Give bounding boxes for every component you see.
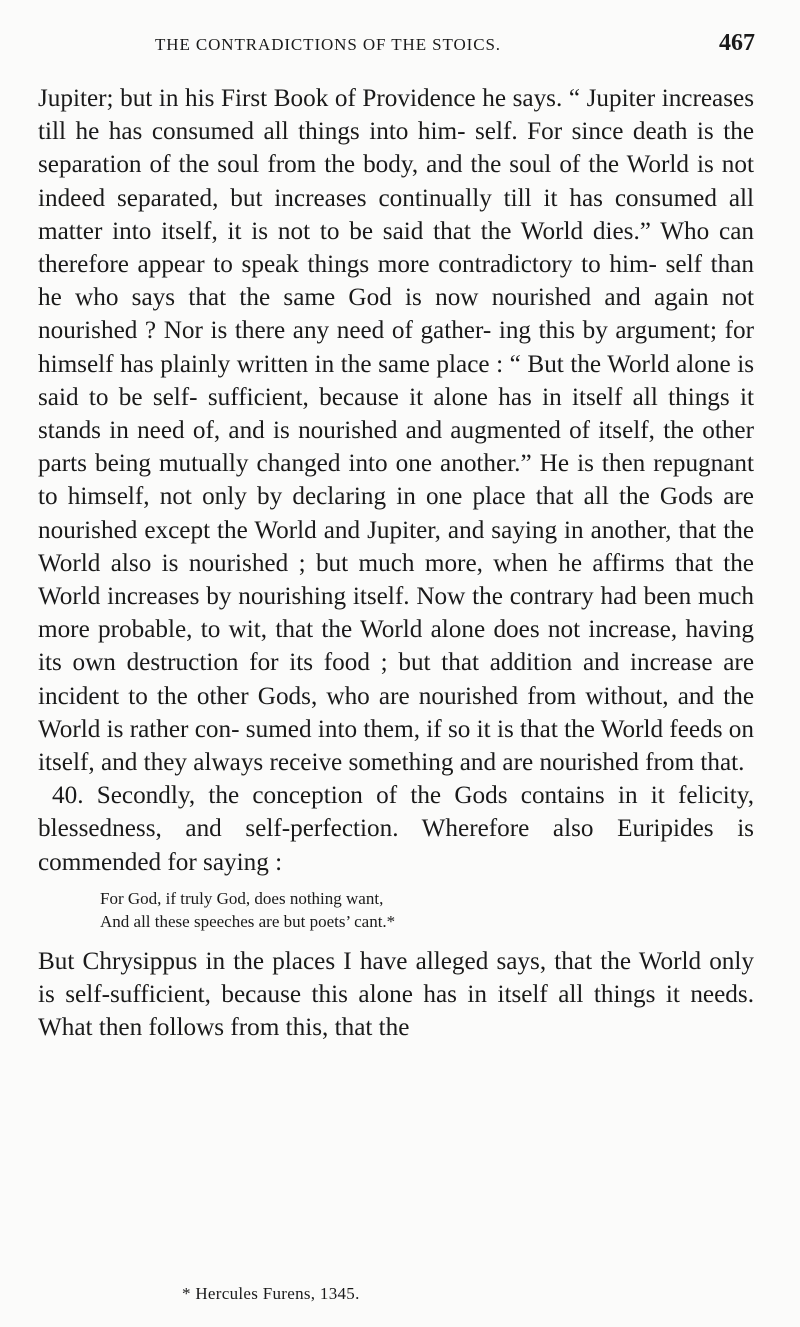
body-text	[38, 82, 754, 1044]
verse-line-2: And all these speeches are but poets’ cant.*	[100, 911, 396, 931]
verse-line-1: For God, if truly God, does nothing want,	[100, 888, 384, 908]
verse-quotation	[38, 887, 754, 933]
running-title: THE CONTRADICTIONS OF THE STOICS.	[155, 35, 501, 54]
paragraph-chrysippus: But Chrysippus in the places I have alleged says, that the World only is self-sufficient, because this alone has in itself all things it needs. What then follows from this, that the	[38, 947, 754, 1042]
running-head	[155, 30, 755, 57]
page-number: 467	[719, 30, 755, 56]
paragraph-section-40: 40. Secondly, the conception of the Gods contains in it felicity, blessedness, and self-perfection. Wherefore also Euripides is commended for saying :	[38, 782, 754, 876]
paragraph-jupiter: Jupiter; but in his First Book of Providence he says. “ Jupiter increases till he has consumed all things into him- self. For since death is the separation of the soul from the body, and the soul of the World is not indeed separated, but increases continually till it has consumed all matter into itself, it is not to be said that the World dies.” Who can therefore appear to speak things more contradictory to him- self than he who says that the same God is now nourished and again not nourished ? Nor is there any need of gather- ing this by argument; for himself has plainly written in the same place : “ But the World alone is said to be self- sufficient, because it alone has in itself all things it stands in need of, and is nourished and augmented of itself, the other parts being mutually changed into one another.” He is then repugnant to himself, not only by declaring in one place that all the Gods are nourished except the World and Jupiter, and saying in another, that the World also is nourished ; but much more, when he affirms that the World increases by nourishing itself. Now the contrary had been much more probable, to wit, that the World alone does not increase, having its own destruction for its food ; but that addition and increase are incident to the other Gods, who are nourished from without, and the World is rather con- sumed into them, if so it is that the World feeds on itself, and they always receive something and are nourished from that.	[38, 85, 754, 777]
footnote: * Hercules Furens, 1345.	[182, 1284, 360, 1303]
